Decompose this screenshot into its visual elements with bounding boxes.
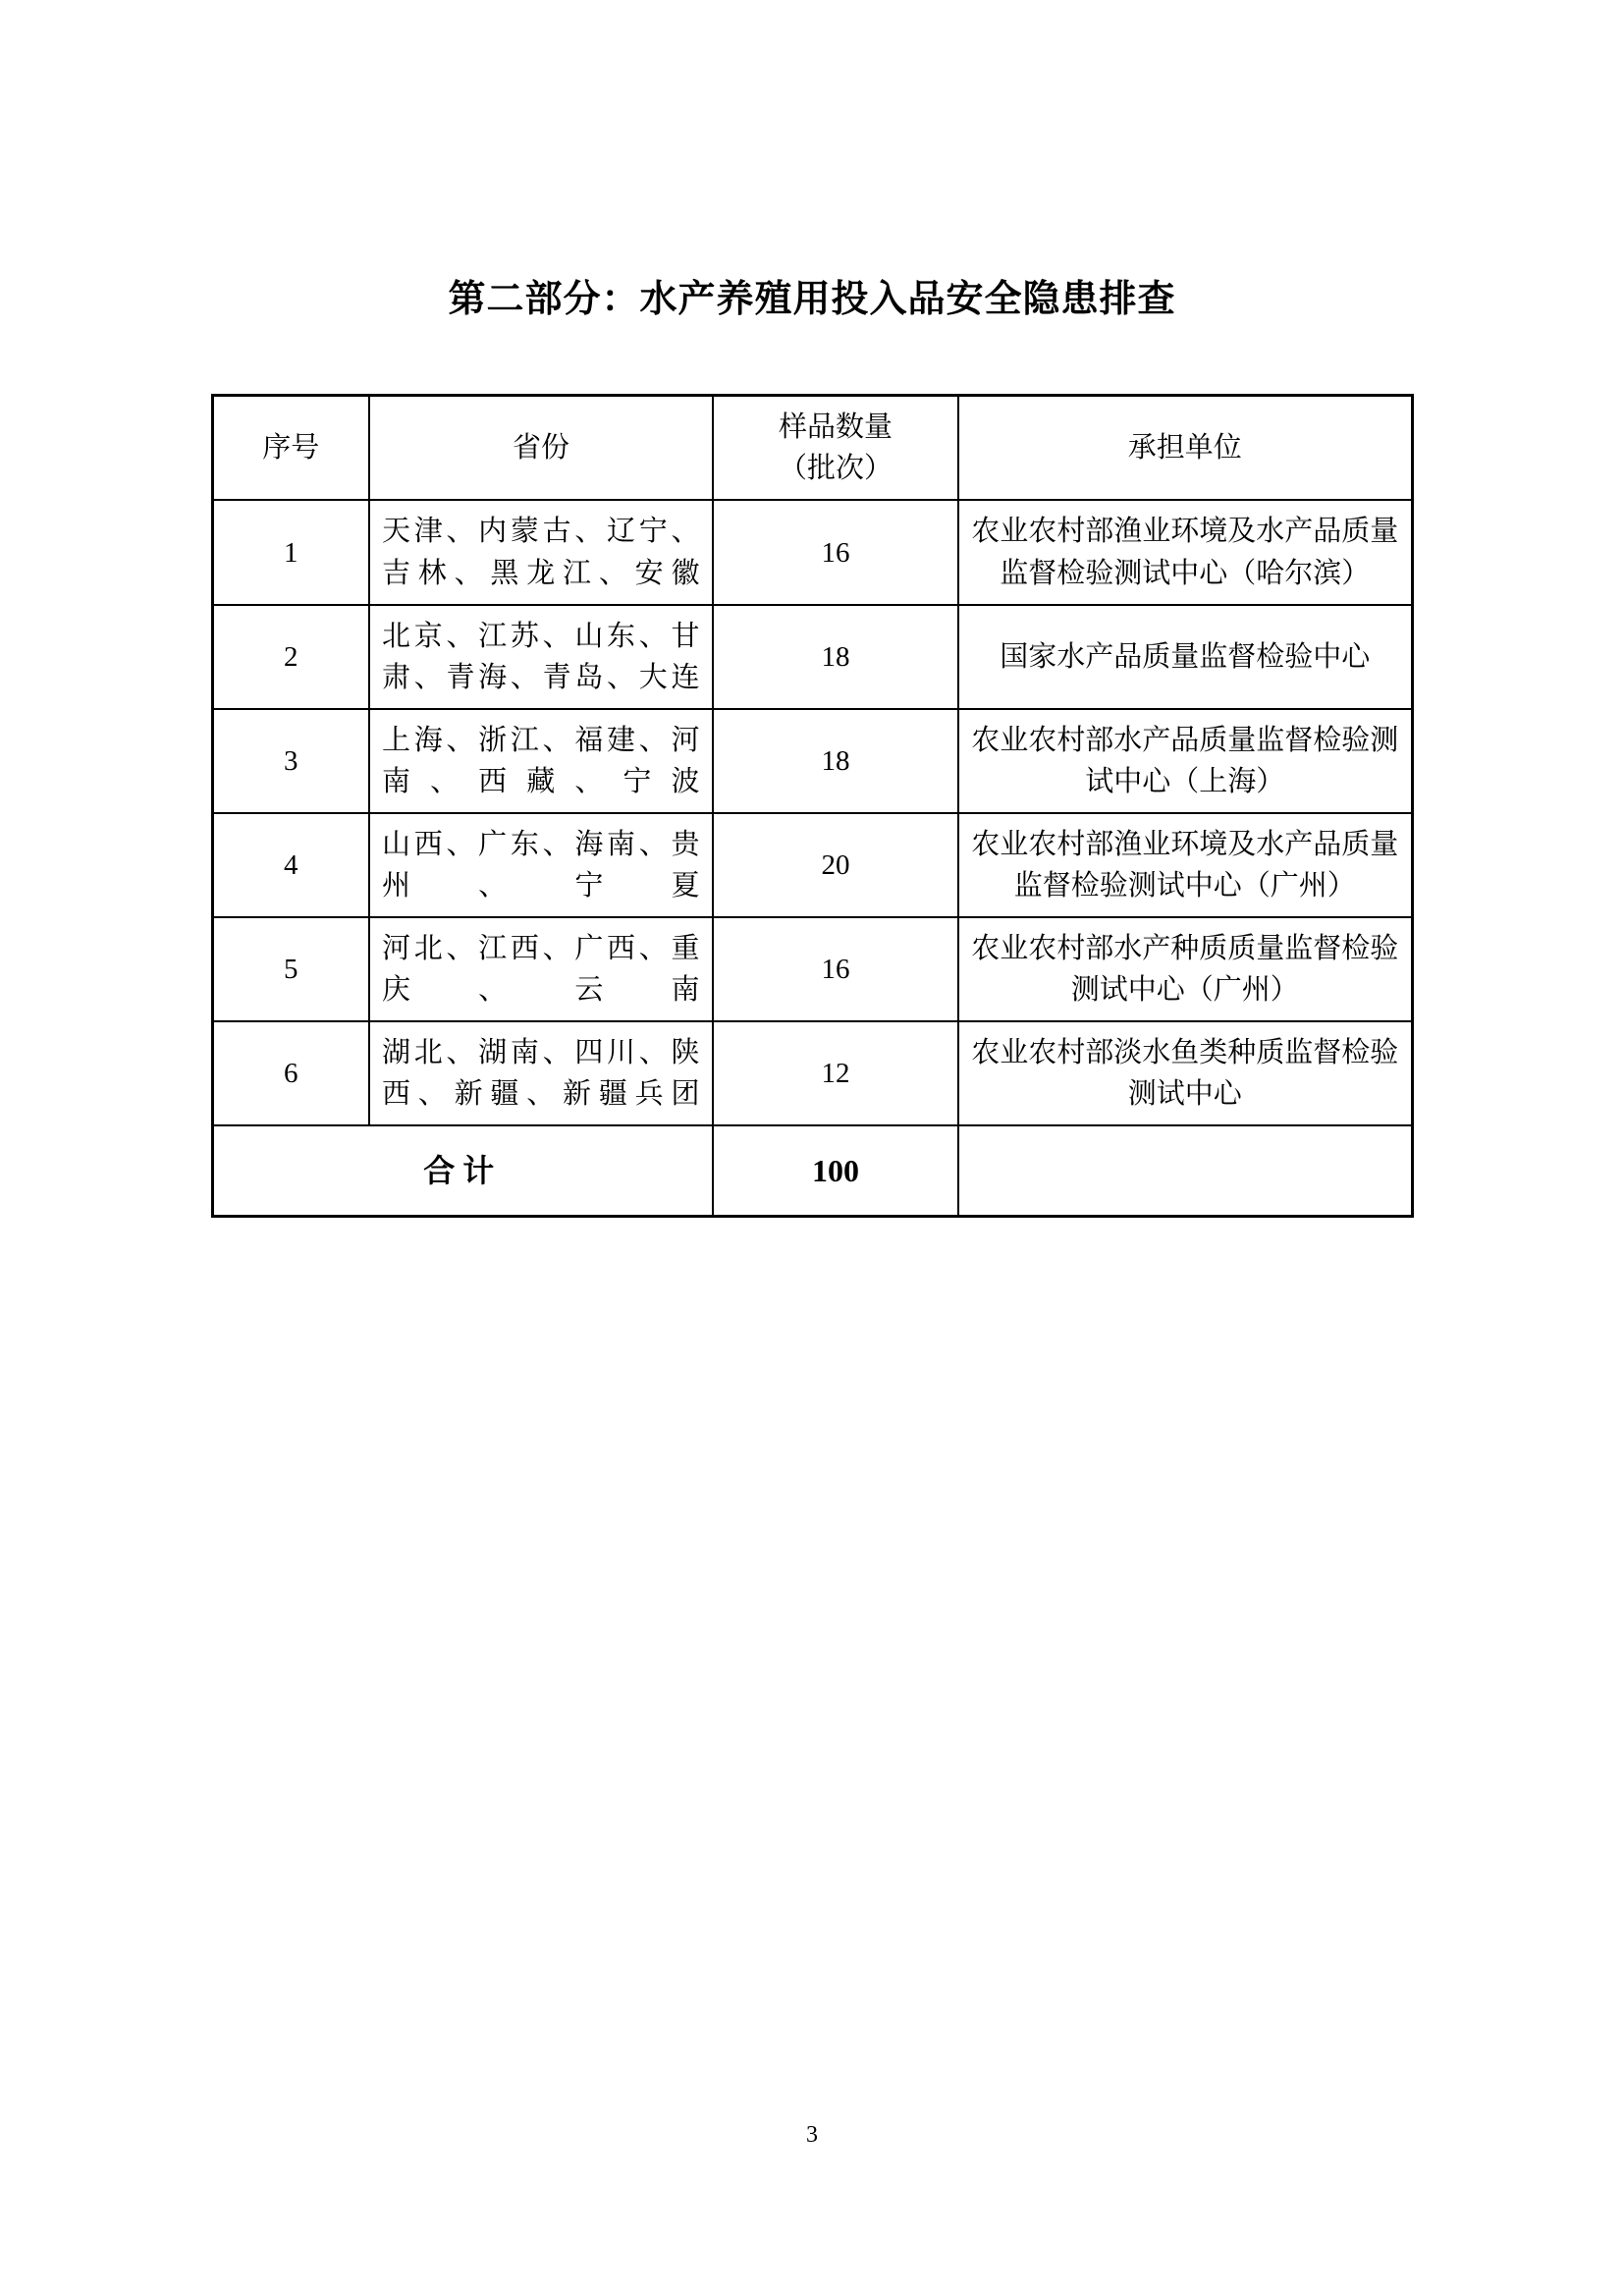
page-title: 第二部分：水产养殖用投入品安全隐患排查 — [448, 277, 1176, 320]
table-container — [0, 394, 1624, 1218]
cell-province: 湖北、湖南、四川、陕西、新疆、新疆兵团 — [369, 1021, 713, 1125]
table-row — [212, 813, 1412, 917]
table-row — [212, 605, 1412, 709]
cell-quantity: 16 — [713, 500, 958, 604]
table-row — [212, 500, 1412, 604]
cell-unit: 农业农村部水产种质质量监督检验测试中心（广州） — [958, 917, 1412, 1021]
cell-no: 1 — [212, 500, 369, 604]
cell-no: 2 — [212, 605, 369, 709]
table-total-row — [212, 1125, 1412, 1217]
table-row — [212, 1021, 1412, 1125]
cell-unit: 国家水产品质量监督检验中心 — [958, 605, 1412, 709]
cell-quantity: 18 — [713, 709, 958, 813]
cell-province: 河北、江西、广西、重庆、云南 — [369, 917, 713, 1021]
column-header-no: 序号 — [212, 396, 369, 501]
cell-unit: 农业农村部淡水鱼类种质监督检验测试中心 — [958, 1021, 1412, 1125]
cell-unit: 农业农村部渔业环境及水产品质量监督检验测试中心（哈尔滨） — [958, 500, 1412, 604]
page-number: 3 — [806, 2122, 818, 2148]
column-header-quantity-line2: （批次） — [778, 453, 893, 485]
cell-quantity: 18 — [713, 605, 958, 709]
cell-province: 北京、江苏、山东、甘肃、青海、青岛、大连 — [369, 605, 713, 709]
column-header-quantity — [713, 396, 958, 501]
column-header-unit: 承担单位 — [958, 396, 1412, 501]
column-header-province: 省份 — [369, 396, 713, 501]
total-quantity: 100 — [713, 1125, 958, 1217]
cell-province: 天津、内蒙古、辽宁、吉林、黑龙江、安徽 — [369, 500, 713, 604]
cell-quantity: 12 — [713, 1021, 958, 1125]
cell-province: 上海、浙江、福建、河南、西藏、宁波 — [369, 709, 713, 813]
table-body — [212, 500, 1412, 1216]
total-unit — [958, 1125, 1412, 1217]
table-row — [212, 917, 1412, 1021]
cell-unit: 农业农村部渔业环境及水产品质量监督检验测试中心（广州） — [958, 813, 1412, 917]
cell-no: 6 — [212, 1021, 369, 1125]
table-row — [212, 709, 1412, 813]
total-label: 合计 — [212, 1125, 713, 1217]
cell-province: 山西、广东、海南、贵州、宁夏 — [369, 813, 713, 917]
cell-quantity: 16 — [713, 917, 958, 1021]
column-header-quantity-line1: 样品数量 — [778, 411, 893, 444]
table-header — [212, 396, 1412, 501]
cell-no: 5 — [212, 917, 369, 1021]
sampling-allocation-table — [211, 394, 1414, 1218]
cell-unit: 农业农村部水产品质量监督检验测试中心（上海） — [958, 709, 1412, 813]
cell-no: 4 — [212, 813, 369, 917]
cell-no: 3 — [212, 709, 369, 813]
cell-quantity: 20 — [713, 813, 958, 917]
table-header-row — [212, 396, 1412, 501]
